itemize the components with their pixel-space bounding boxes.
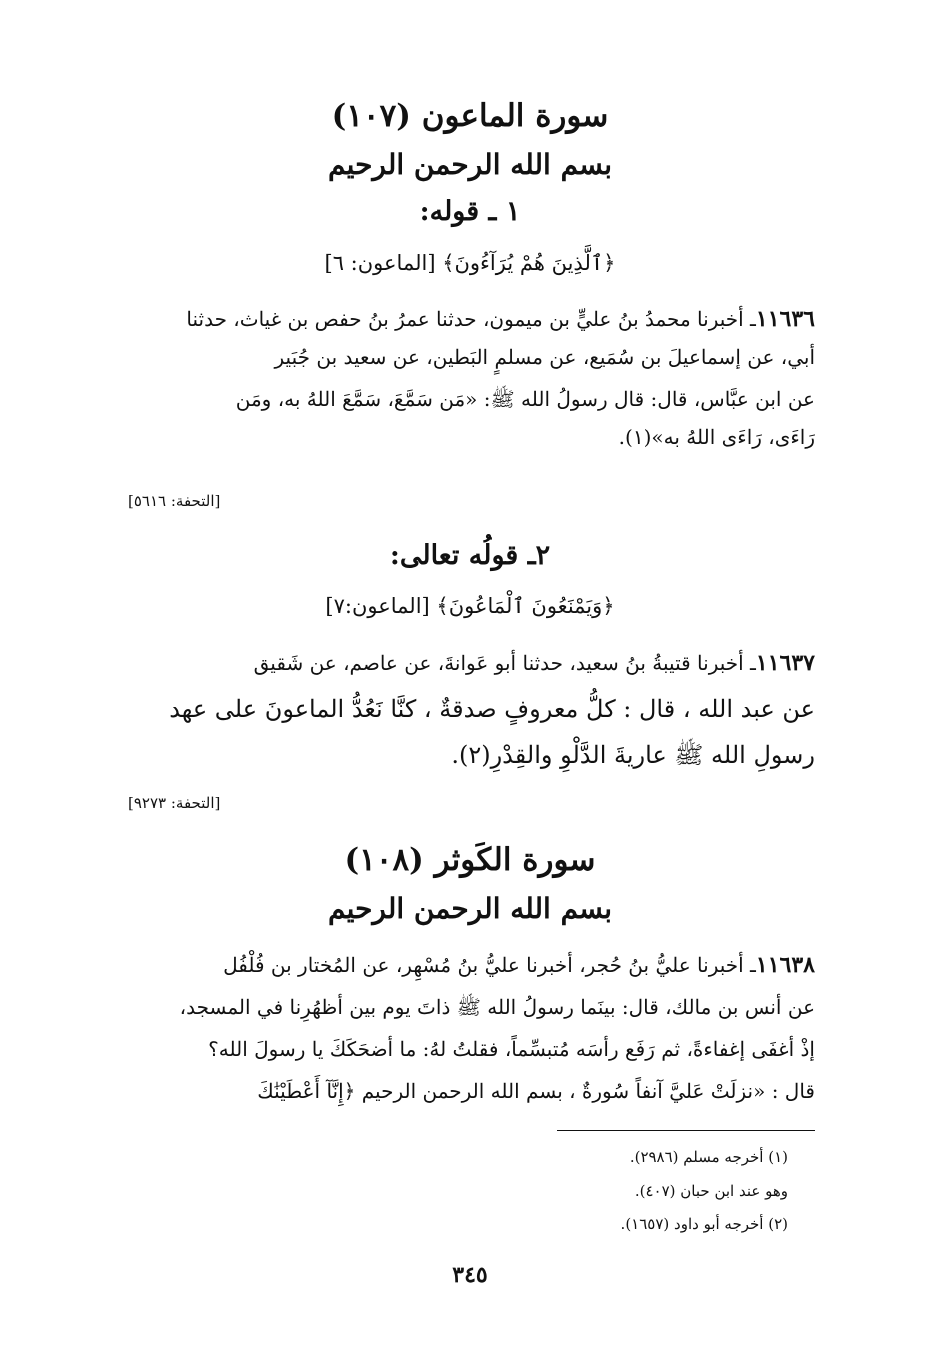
- hadith-11636-line4: رَاءَى، رَاءَى اللهُ به»(١).: [618, 425, 815, 449]
- quran-verse-2: ﴿وَيَمْنَعُونَ ٱلْمَاعُونَ﴾ [الماعون:٧]: [325, 594, 615, 618]
- hadith-11638-line2: عن أنس بن مالك، قال: بينَما رسولُ الله ﷺ ذاتَ يوم بين أظهُرِنا في المسجد،: [179, 995, 815, 1019]
- section-heading-1: ١ ـ قوله:: [419, 196, 521, 227]
- tuhfa-reference-1: [التحفة: ٥٦١٦]: [128, 492, 221, 510]
- hadith-11636-line3: عن ابن عبَّاس، قال: قال رسولُ الله ﷺ: «مَن سَمَّعَ، سَمَّعَ اللهُ به، ومَن: [235, 387, 815, 411]
- footnote-1: (١) أخرجه مسلم (٢٩٨٦).: [629, 1148, 788, 1166]
- hadith-number-11636: ١١٦٣٦: [755, 306, 815, 332]
- hadith-11637-line2: عن عبد الله ، قال : كلُّ معروفٍ صدقةٌ ، كنَّا نَعُدُّ الماعونَ على عهد: [169, 695, 815, 723]
- hadith-11636: [125, 300, 815, 456]
- hadith-number-11638: ١١٦٣٨: [755, 952, 815, 978]
- hadith-11636-line2: أبي، عن إسماعيلَ بن سُمَيع، عن مسلمٍ البَطين، عن سعيد بن جُبَير: [274, 345, 815, 369]
- footnote-1-continued: وهو عند ابن حبان (٤٠٧).: [634, 1182, 788, 1200]
- surah-title-107: سورة الماعون (١٠٧): [331, 98, 609, 134]
- hadith-number-11637: ١١٦٣٧: [755, 650, 815, 676]
- footnote-2: (٢) أخرجه أبو داود (١٦٥٧).: [620, 1215, 788, 1233]
- surah-title-108: سورة الكَوثر (١٠٨): [344, 842, 596, 878]
- section-heading-2: ٢ـ قولُه تعالى:: [389, 540, 551, 571]
- basmala-107: بسم الله الرحمن الرحيم: [328, 148, 612, 181]
- tuhfa-reference-2: [التحفة: ٩٢٧٣]: [128, 794, 221, 812]
- basmala-108: بسم الله الرحمن الرحيم: [328, 892, 612, 925]
- hadith-11638: [125, 944, 815, 1112]
- hadith-11637: [125, 644, 815, 682]
- page-number: ٣٤٥: [452, 1262, 488, 1288]
- hadith-11638-line3: إذْ أغفَى إغفاءةً، ثم رَفَع رأسَه مُتبسِّماً، فقلتُ لهُ: ما أضحَكَكَ يا رسولَ الله؟: [208, 1037, 815, 1061]
- hadith-11638-line4: قال : «نزلَتْ عَليَّ آنفاً سُورةٌ ، بسم الله الرحمن الرحيم ﴿إِنَّآ أَعْطَيْنَٰكَ: [257, 1079, 815, 1103]
- quran-verse-1: ﴿ٱلَّذِينَ هُمْ يُرَآءُونَ﴾ [الماعون: ٦]: [324, 251, 616, 275]
- footnote-separator: [557, 1130, 815, 1131]
- hadith-11637-matn: [125, 686, 815, 778]
- hadith-11637-line1: ١١٦٣٧ـ أخبرنا قتيبةُ بنُ سعيد، حدثنا أبو عَوانةَ، عن عاصم، عن شَقيق: [253, 650, 815, 676]
- hadith-11637-line3: رسولِ الله ﷺ عاريةَ الدَّلْوِ والقِدْرِ(٢).: [451, 741, 815, 769]
- hadith-11638-line1: ١١٦٣٨ـ أخبرنا عليُّ بنُ حُجر، أخبرنا عليُّ بنُ مُسْهِر، عن المُختار بن فُلْفُل: [223, 952, 815, 978]
- hadith-11636-line1: ١١٦٣٦ـ أخبرنا محمدُ بنُ عليٍّ بن ميمون، حدثنا عمرُ بنُ حفص بن غياث، حدثنا: [186, 306, 815, 332]
